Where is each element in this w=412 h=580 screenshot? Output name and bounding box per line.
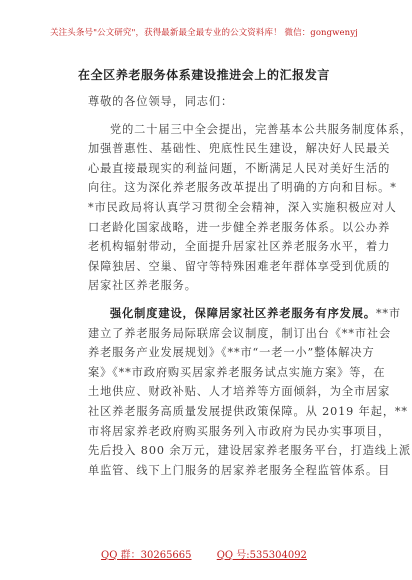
line-text: 市将居家养老政府购买服务列入市政府为民办实事项目， [88,424,391,438]
text-line [88,237,391,257]
text-line [88,304,402,324]
line-text: 单监管、线下上门服务的居家养老服务全程监管体系。目 [88,463,391,477]
text-line [88,324,392,344]
line-text: 党的二十届三中全会提出，完善基本公共服务制度体系， [110,122,412,136]
text-line [88,257,391,277]
text-line [88,120,412,140]
text-line [88,92,350,112]
text-line [88,139,391,159]
line-text: 心最直接最现实的利益问题，不断满足人民对美好生活的 [88,161,391,175]
paragraph-gap [88,296,350,304]
text-line [88,402,408,422]
line-text: 保障独居、空巢、留守等特殊困难老年群体享受到优质的 [88,259,391,273]
document-body [88,92,412,480]
line-text: 建立了养老服务局际联席会议制度，制订出台《**市社会 [88,326,392,340]
text-line [88,382,391,402]
line-text: 养老服务产业发展规划》《**市“一老一小”整体解决方 [88,346,375,360]
text-line [88,441,412,461]
line-text: 先后投入 800 余万元，建设居家养老服务平台，打造线上派 [88,444,412,458]
line-text: 向往。这为深化养老服务改革提出了明确的方向和目标。* [88,181,397,195]
line-text: 社区养老服务高质量发展提供政策保障。从 2019 年起，** [88,404,408,418]
text-line [88,422,391,442]
line-text: 尊敬的各位领导，同志们： [88,95,234,108]
footer-qq-number[interactable]: QQ 号:535304092 [216,550,307,561]
line-text: 案》《**市政府购买居家养老服务试点实施方案》等，在 [88,365,386,379]
line-text: 居家社区养老服务。 [88,279,197,293]
line-text: 口老龄化国家战略，进一步健全养老服务体系。以公办养 [88,220,391,234]
bold-heading: 强化制度建设，保障居家社区养老服务有序发展。 [110,305,376,320]
document-title: 在全区养老服务体系建设推进会上的汇报发言 [77,68,330,82]
text-line [88,178,397,198]
header-banner: 关注头条号"公文研究"，获得最新最全最专业的公文资料库！ 微信：gongwenyj [50,28,358,38]
paragraph-gap [88,112,350,120]
text-line [88,343,375,363]
text-line [88,218,391,238]
line-text: 加强普惠性、基础性、兜底性民生建设，解决好人民最关 [88,142,391,156]
text-line [88,159,391,179]
line-text: *市民政局将认真学习贯彻全会精神，深入实施积极应对人 [88,200,397,214]
text-line [88,276,350,296]
text-line [88,363,386,383]
footer-qq-group[interactable]: QQ 群：30265665 [101,550,192,561]
line-text: 土地供应、财政补贴、人才培养等方面倾斜，为全市居家 [88,385,391,399]
text-line [88,198,397,218]
line-text: **市 [375,306,402,320]
text-line [88,461,391,481]
line-text: 老机构辐射带动，全面提升居家社区养老服务水平，着力 [88,240,391,254]
footer-contact [0,546,408,561]
